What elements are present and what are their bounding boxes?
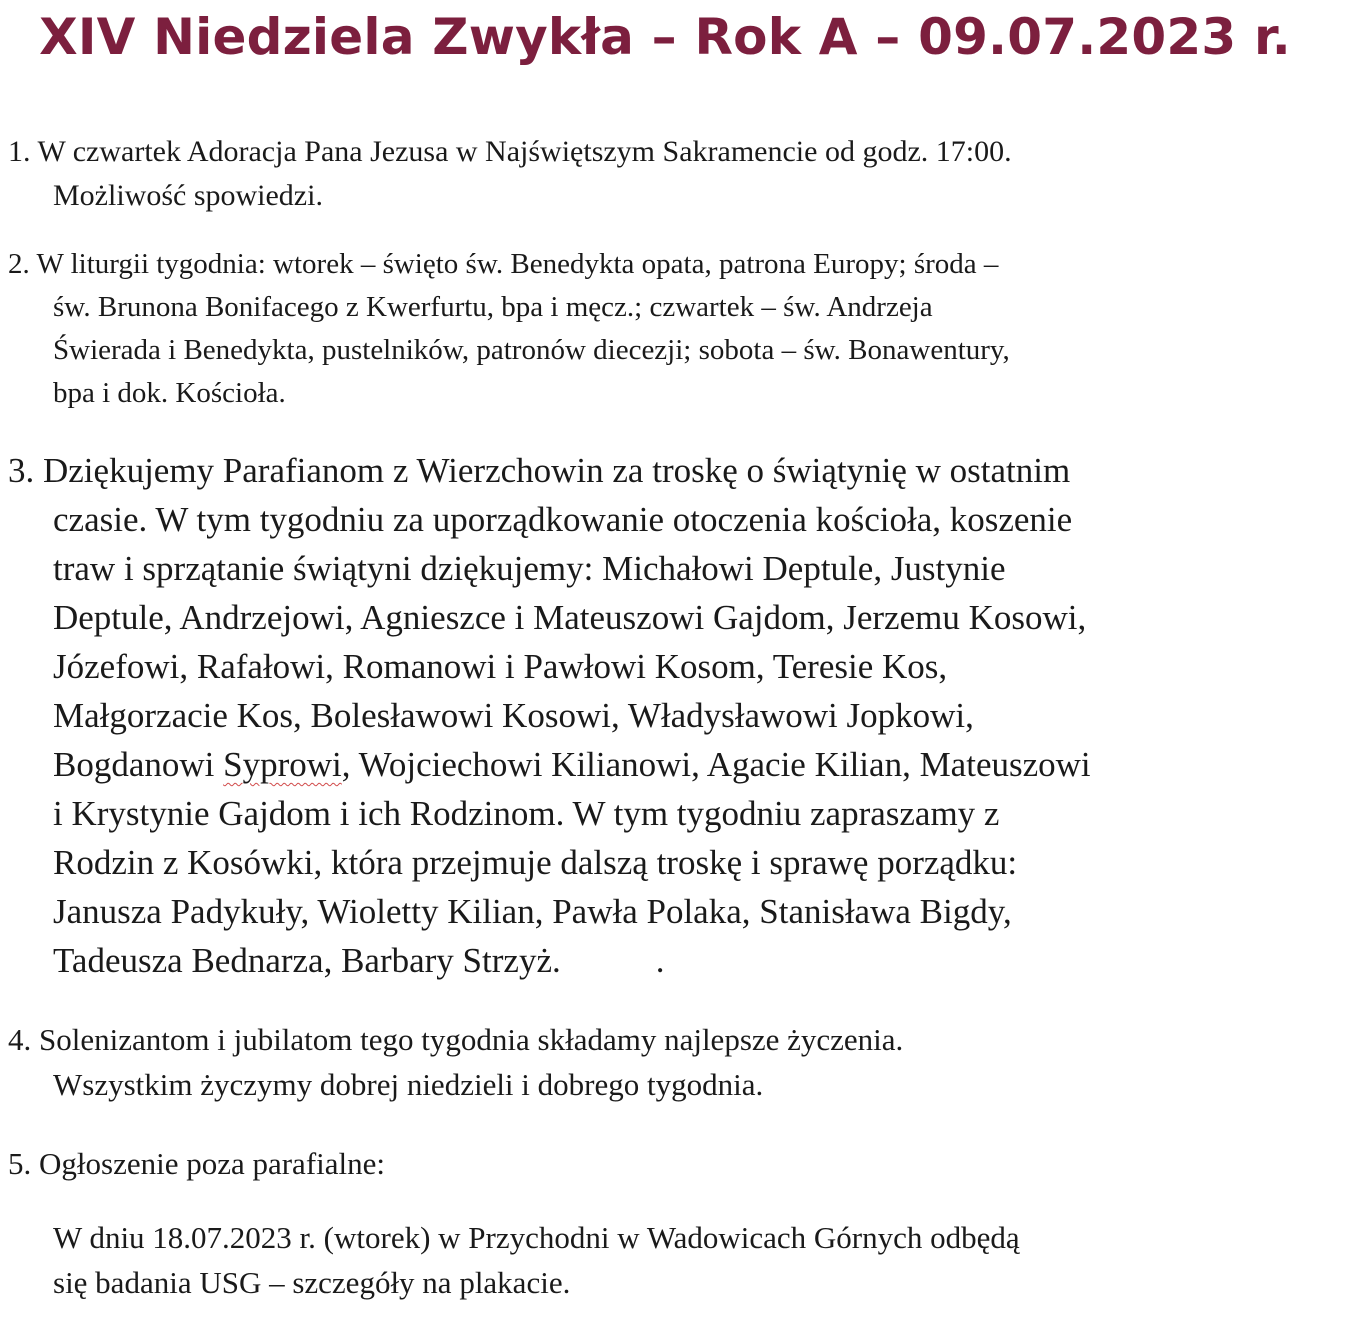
announcement-line: Możliwość spowiedzi. — [53, 179, 323, 212]
announcement-line: Bogdanowi Syprowi, Wojciechowi Kilianowi, Agacie Kilian, Mateuszowi — [53, 745, 1091, 784]
announcement-line: i Krystynie Gajdom i ich Rodzinom. W tym tygodniu zapraszamy z — [53, 794, 1000, 833]
announcement-line: 1. W czwartek Adoracja Pana Jezusa w Najświętszym Sakramencie od godz. 17:00. — [8, 130, 1340, 174]
announcement-2 — [8, 243, 1340, 415]
announcement-number: 2. — [8, 248, 30, 280]
announcement-line: W dniu 18.07.2023 r. (wtorek) w Przychodni w Wadowicach Górnych odbędą — [53, 1220, 1020, 1255]
announcement-line: Małgorzacie Kos, Bolesławowi Kosowi, Władysławowi Jopkowi, — [53, 696, 974, 735]
trailing-dot: . — [655, 941, 665, 980]
announcement-line: 2. W liturgii tygodnia: wtorek – święto św. Benedykta opata, patrona Europy; środa – — [8, 243, 1340, 286]
announcement-number: 3. — [8, 451, 35, 490]
announcement-line: 4. Solenizantom i jubilatom tego tygodnia składamy najlepsze życzenia. — [8, 1017, 1340, 1062]
announcement-line: 3. Dziękujemy Parafianom z Wierzchowin za troskę o świątynię w ostatnim — [8, 446, 1340, 495]
announcement-number: 4. — [8, 1022, 32, 1057]
announcement-line: Rodzin z Kosówki, która przejmuje dalszą troskę i sprawę porządku: — [53, 843, 1018, 882]
announcement-line: Janusza Padykuły, Wioletty Kilian, Pawła Polaka, Stanisława Bigdy, — [53, 892, 1012, 931]
announcement-line: Józefowi, Rafałowi, Romanowi i Pawłowi Kosom, Teresie Kos, — [53, 647, 948, 686]
announcement-line: św. Brunona Bonifacego z Kwerfurtu, bpa i męcz.; czwartek – św. Andrzeja — [53, 291, 933, 323]
announcement-1 — [8, 130, 1340, 218]
announcement-line: się badania USG – szczegóły na plakacie. — [53, 1265, 571, 1300]
announcement-4 — [8, 1017, 1340, 1107]
spellcheck-flagged-word: Syprowi — [223, 745, 342, 784]
announcement-line: Świerada i Benedykta, pustelników, patronów diecezji; sobota – św. Bonawentury, — [53, 334, 1010, 366]
announcement-line: Wszystkim życzymy dobrej niedzieli i dobrego tygodnia. — [53, 1067, 764, 1102]
announcement-number: 1. — [8, 135, 31, 168]
announcement-5-note — [8, 1215, 1340, 1305]
announcement-line: 5. Ogłoszenie poza parafialne: — [8, 1141, 1340, 1186]
announcement-line: Deptule, Andrzejowi, Agnieszce i Mateuszowi Gajdom, Jerzemu Kosowi, — [53, 598, 1087, 637]
announcement-line: Tadeusza Bednarza, Barbary Strzyż. . — [53, 941, 665, 980]
announcement-number: 5. — [8, 1146, 32, 1181]
announcement-3 — [8, 446, 1340, 985]
announcement-5 — [8, 1141, 1340, 1186]
page-title: XIV Niedziela Zwykła – Rok A – 09.07.2023 r. — [39, 8, 1291, 66]
announcement-line: bpa i dok. Kościoła. — [53, 377, 286, 409]
announcement-line: czasie. W tym tygodniu za uporządkowanie otoczenia kościoła, koszenie — [53, 500, 1073, 539]
announcement-line: traw i sprzątanie świątyni dziękujemy: Michałowi Deptule, Justynie — [53, 549, 1006, 588]
